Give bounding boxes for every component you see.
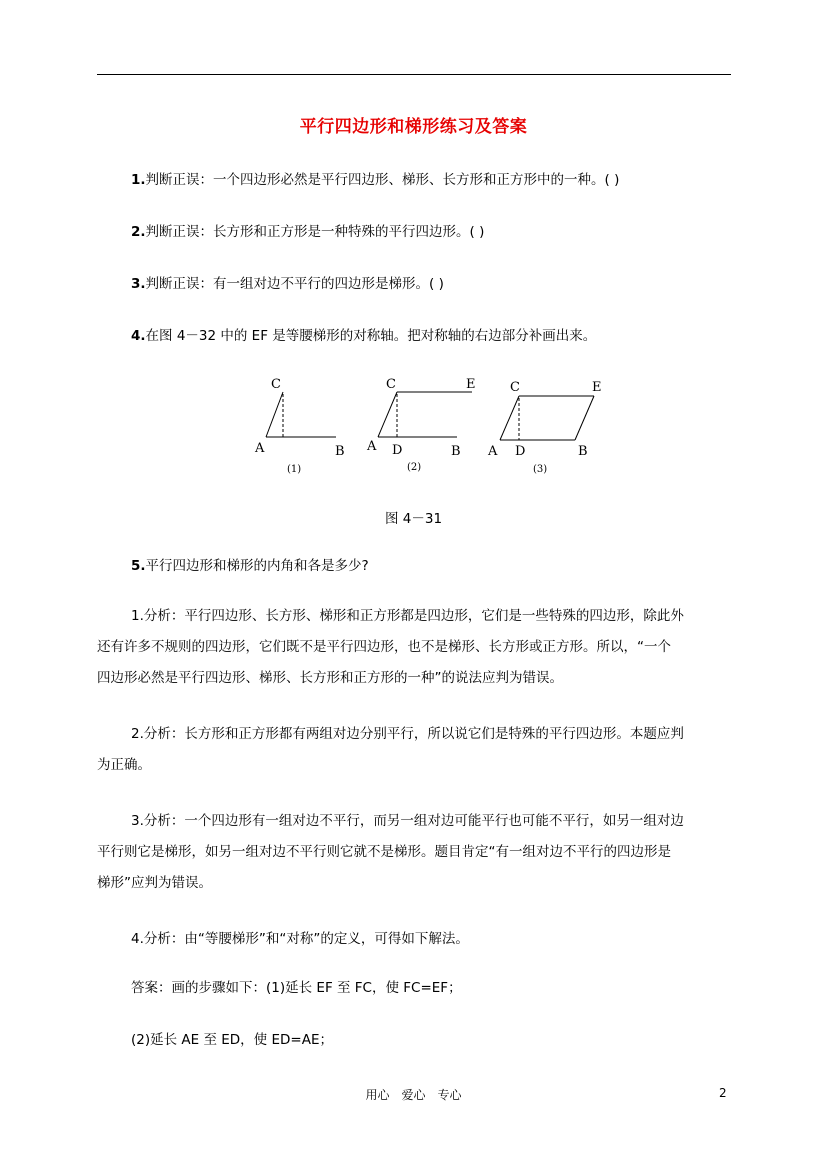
question-3: 3.判断正误：有一组对边不平行的四边形是梯形。( ) bbox=[131, 276, 444, 292]
answer-3 bbox=[97, 806, 731, 899]
label-e: E bbox=[466, 377, 476, 392]
answer-line: 1.分析：平行四边形、长方形、梯形和正方形都是四边形，它们是一些特殊的四边形，除此外 bbox=[131, 608, 684, 624]
label-b: B bbox=[335, 444, 345, 459]
figure-caption: 图 4－31 bbox=[384, 511, 443, 527]
sub-label-1: (1) bbox=[287, 464, 302, 475]
answer-line: 3.分析：一个四边形有一组对边不平行，而另一组对边可能平行也可能不平行，如另一组对边 bbox=[131, 813, 684, 829]
page-title: 平行四边形和梯形练习及答案 bbox=[299, 117, 528, 137]
label-a: A bbox=[367, 439, 377, 454]
answer-line: 梯形”应判为错误。 bbox=[97, 875, 212, 891]
answer-4: 4.分析：由“等腰梯形”和“对称”的定义，可得如下解法。 bbox=[131, 931, 469, 947]
sub-label-2: (2) bbox=[407, 462, 422, 473]
answer-steps: 答案：画的步骤如下：(1)延长 EF 至 FC，使 FC=EF； bbox=[131, 980, 462, 996]
label-e: E bbox=[592, 380, 602, 395]
answer-line: 为正确。 bbox=[97, 757, 151, 773]
label-b: B bbox=[578, 444, 588, 459]
question-1: 1.判断正误：一个四边形必然是平行四边形、梯形、长方形和正方形中的一种。( ) bbox=[131, 172, 620, 188]
figure-1 bbox=[254, 377, 345, 475]
geometry-figure bbox=[250, 372, 610, 482]
page-number: 2 bbox=[719, 1086, 727, 1100]
answer-line: 2.分析：长方形和正方形都有两组对边分别平行，所以说它们是特殊的平行四边形。本题应判 bbox=[131, 726, 684, 742]
answer-1 bbox=[97, 601, 731, 694]
answer-line: 四边形必然是平行四边形、梯形、长方形和正方形的一种”的说法应判为错误。 bbox=[97, 670, 563, 686]
figure-2 bbox=[366, 377, 476, 473]
answer-line: 平行则它是梯形，如另一组对边不平行则它就不是梯形。题目肯定“有一组对边不平行的四边形是 bbox=[97, 844, 671, 860]
question-2: 2.判断正误：长方形和正方形是一种特殊的平行四边形。( ) bbox=[131, 224, 485, 240]
label-a: A bbox=[255, 441, 265, 456]
label-c: C bbox=[386, 377, 396, 392]
answer-line: 还有许多不规则的四边形，它们既不是平行四边形，也不是梯形、长方形或正方形。所以，“一个 bbox=[97, 639, 671, 655]
footer-motto: 用心 爱心 专心 bbox=[365, 1088, 462, 1102]
label-c: C bbox=[271, 377, 281, 392]
question-5: 5.平行四边形和梯形的内角和各是多少? bbox=[131, 558, 369, 574]
answer-step-2: (2)延长 AE 至 ED，使 ED=AE； bbox=[131, 1032, 333, 1048]
question-4: 4.在图 4－32 中的 EF 是等腰梯形的对称轴。把对称轴的右边部分补画出来。 bbox=[131, 328, 597, 344]
label-b: B bbox=[451, 444, 461, 459]
label-c: C bbox=[510, 380, 520, 395]
figure-3 bbox=[487, 380, 602, 475]
sub-label-3: (3) bbox=[533, 464, 548, 475]
header-rule bbox=[97, 74, 731, 75]
label-d: D bbox=[392, 443, 403, 458]
label-d: D bbox=[515, 444, 526, 459]
label-a: A bbox=[488, 444, 498, 459]
answer-2 bbox=[97, 719, 731, 781]
